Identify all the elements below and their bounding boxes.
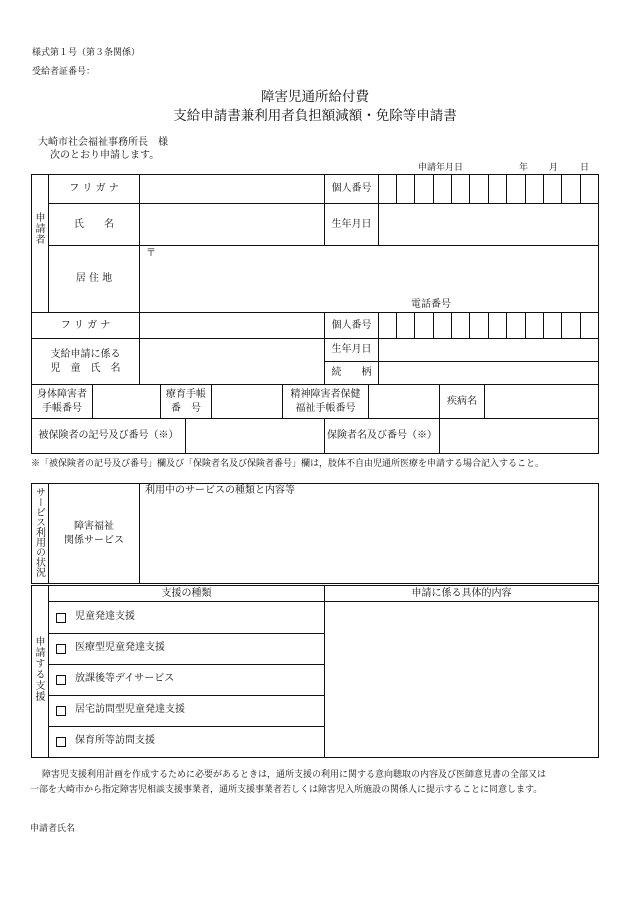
insured-number-label: 被保険者の記号及び番号（※）: [38, 430, 179, 442]
child-personal-number-label: 個人番号: [331, 319, 372, 331]
postal-mark: 〒: [146, 248, 156, 259]
rehab-handbook-line1: 療育手帳: [166, 389, 206, 400]
child-name-label-line1: 支給申請に係る: [50, 349, 121, 360]
disease-label: 疾病名: [447, 395, 477, 407]
title-line1: 障害児通所給付費: [261, 89, 369, 105]
signature-label: 申請者氏名: [30, 824, 76, 834]
checkbox[interactable]: [56, 644, 66, 654]
applicant-name-label: 氏 名: [74, 218, 114, 230]
rehab-handbook-label: [161, 385, 211, 418]
support-item-label: 保育所等訪問支援: [75, 735, 155, 746]
date-day: 日: [580, 163, 590, 173]
date-month: 月: [549, 163, 559, 173]
child-name-label-line2: 児 童 氏 名: [50, 362, 121, 374]
welfare-service-line2: 関係サービス: [64, 534, 124, 546]
checkbox[interactable]: [56, 737, 66, 747]
child-relationship-label: 続 柄: [331, 367, 372, 379]
applicant-birth-date-label: 生年月日: [331, 218, 372, 230]
support-item-label: 居宅訪問型児童発達支援: [75, 704, 185, 715]
mental-handbook-label: [283, 385, 368, 418]
insurer-number-label: 保険者名及び番号（※）: [327, 430, 437, 442]
applicant-section-label: 申請者: [33, 212, 44, 245]
service-usage-section-label: サービス利用の状況: [33, 487, 45, 577]
physical-handbook-label: [32, 385, 92, 418]
date-label: 申請年月日: [418, 163, 464, 173]
intro-text: 次のとおり申請します。: [50, 150, 160, 161]
applicant-furigana-label: フ リ ガ ナ: [69, 183, 119, 195]
mental-handbook-line1: 精神障害者保健: [290, 389, 361, 400]
applicant-address-label: 居 住 地: [75, 273, 113, 285]
support-type-header: 支援の種類: [161, 587, 212, 599]
physical-handbook-line2: 手帳番号: [42, 402, 82, 414]
phone-label: 電話番号: [411, 299, 451, 310]
checkbox[interactable]: [56, 706, 66, 716]
child-name-label: [32, 339, 139, 384]
checkbox[interactable]: [56, 675, 66, 685]
insurance-note: ※「被保険者の記号及び番号」欄及び「保険者名及び保険者番号」欄は，肢体不自由児通所医療を申請する場合記入すること。: [31, 459, 545, 469]
consent-line2: 一部を大崎市から指定障害児相談支援事業者，通所支援事業者若しくは障害児入所施設の関係人に提示することに同意します。: [30, 785, 543, 795]
applicant-personal-number-label: 個人番号: [331, 183, 372, 195]
welfare-service-label: [49, 484, 139, 583]
title-line2: 支給申請書兼利用者負担額減額・免除等申請書: [173, 108, 457, 124]
checkbox[interactable]: [56, 613, 66, 623]
rehab-handbook-line2: 番 号: [171, 402, 201, 414]
form-number: 様式第１号（第３条関係）: [32, 48, 141, 58]
support-item-label: 医療型児童発達支援: [75, 642, 165, 653]
mental-handbook-line2: 福祉手帳番号: [295, 402, 356, 414]
consent-line1: 障害児支援利用計画を作成するために必要があるときは，通所支援の利用に関する意向聴取の内容及び医師意見書の全部又は: [42, 770, 547, 780]
support-detail-header: 申請に係る具体的内容: [411, 587, 512, 599]
child-furigana-label: フ リ ガ ナ: [60, 319, 111, 331]
welfare-service-line1: 障害福祉: [74, 521, 114, 532]
recipient-cert-label: 受給者証番号：: [32, 67, 96, 77]
service-content-label: 利用中のサービスの種類と内容等: [145, 485, 295, 496]
addressee: 大崎市社会福祉事務所長 様: [38, 137, 168, 148]
child-birth-date-label: 生年月日: [331, 344, 372, 356]
physical-handbook-line1: 身体障害者: [37, 389, 87, 400]
date-year: 年: [519, 163, 529, 173]
support-item-label: 児童発達支援: [75, 611, 135, 622]
support-item-label: 放課後等デイサービス: [75, 673, 175, 684]
support-section-label: 申請する支援: [33, 636, 44, 702]
